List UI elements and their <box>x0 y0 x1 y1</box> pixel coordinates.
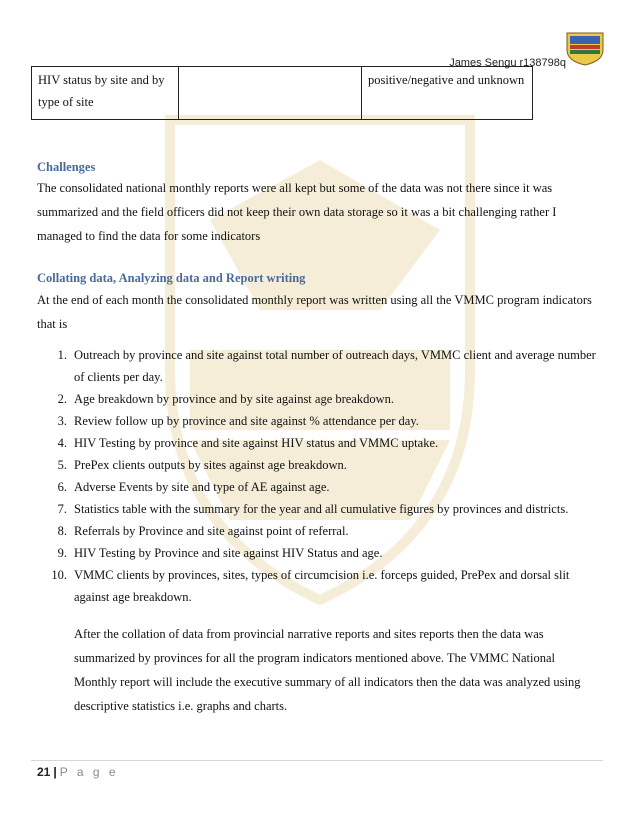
list-number: 9. <box>57 546 67 560</box>
challenges-paragraph: The consolidated national monthly reports were all kept but some of the data was not there since it was summarized and the field officers did not keep their own data storage so it was a bit challenging rather I managed to find the data for some indicators <box>37 181 557 243</box>
data-table <box>31 66 533 120</box>
list-text: Outreach by province and site against total number of outreach days, VMMC client and average number of clients per day. <box>74 348 596 384</box>
list-item <box>37 564 607 608</box>
footer-separator: | <box>53 765 57 779</box>
list-item <box>37 454 607 476</box>
indicator-list <box>37 344 607 608</box>
list-item <box>37 344 607 388</box>
list-number: 8. <box>57 524 67 538</box>
list-item <box>37 498 607 520</box>
list-text: Referrals by Province and site against point of referral. <box>74 524 349 538</box>
list-item <box>37 432 607 454</box>
list-number: 4. <box>57 436 67 450</box>
list-text: PrePex clients outputs by sites against age breakdown. <box>74 458 347 472</box>
list-item <box>37 410 607 432</box>
header-author: James Sengu r138798q <box>449 57 566 69</box>
list-number: 2. <box>57 392 67 406</box>
collating-intro: At the end of each month the consolidated monthly report was written using all the VMMC program indicators that is <box>37 293 592 331</box>
list-number: 10. <box>51 568 67 582</box>
list-text: HIV Testing by province and site against HIV status and VMMC uptake. <box>74 436 439 450</box>
list-text: HIV Testing by Province and site against HIV Status and age. <box>74 546 383 560</box>
collating-heading: Collating data, Analyzing data and Report writing <box>37 271 306 285</box>
list-number: 1. <box>57 348 67 362</box>
list-item <box>37 476 607 498</box>
list-number: 6. <box>57 480 67 494</box>
list-item <box>37 520 607 542</box>
list-text: Review follow up by province and site against % attendance per day. <box>74 414 419 428</box>
list-number: 3. <box>57 414 67 428</box>
list-text: Statistics table with the summary for the year and all cumulative figures by provinces and districts. <box>74 502 569 516</box>
list-number: 5. <box>57 458 67 472</box>
closing-paragraph: After the collation of data from provincial narrative reports and sites reports then the data was summarized by provinces for all the program indicators mentioned above. The VMMC National Monthly report will include the executive summary of all indicators then the data was analyzed using descriptive statistics i.e. graphs and charts. <box>74 627 581 713</box>
list-item <box>37 388 607 410</box>
footer-divider <box>31 760 603 761</box>
table-row <box>32 67 533 120</box>
table-cell: positive/negative and unknown <box>362 67 533 120</box>
university-logo <box>564 30 606 66</box>
table-cell: HIV status by site and by type of site <box>32 67 179 120</box>
page-label: P a g e <box>59 765 119 779</box>
list-item <box>37 542 607 564</box>
list-text: VMMC clients by provinces, sites, types of circumcision i.e. forceps guided, PrePex and dorsal slit against age breakdown. <box>74 568 570 604</box>
list-text: Age breakdown by province and by site against age breakdown. <box>74 392 395 406</box>
challenges-heading: Challenges <box>37 160 96 174</box>
page-footer <box>37 765 119 779</box>
list-text: Adverse Events by site and type of AE against age. <box>74 480 330 494</box>
list-number: 7. <box>57 502 67 516</box>
page-number: 21 <box>37 765 51 779</box>
table-cell <box>179 67 362 120</box>
